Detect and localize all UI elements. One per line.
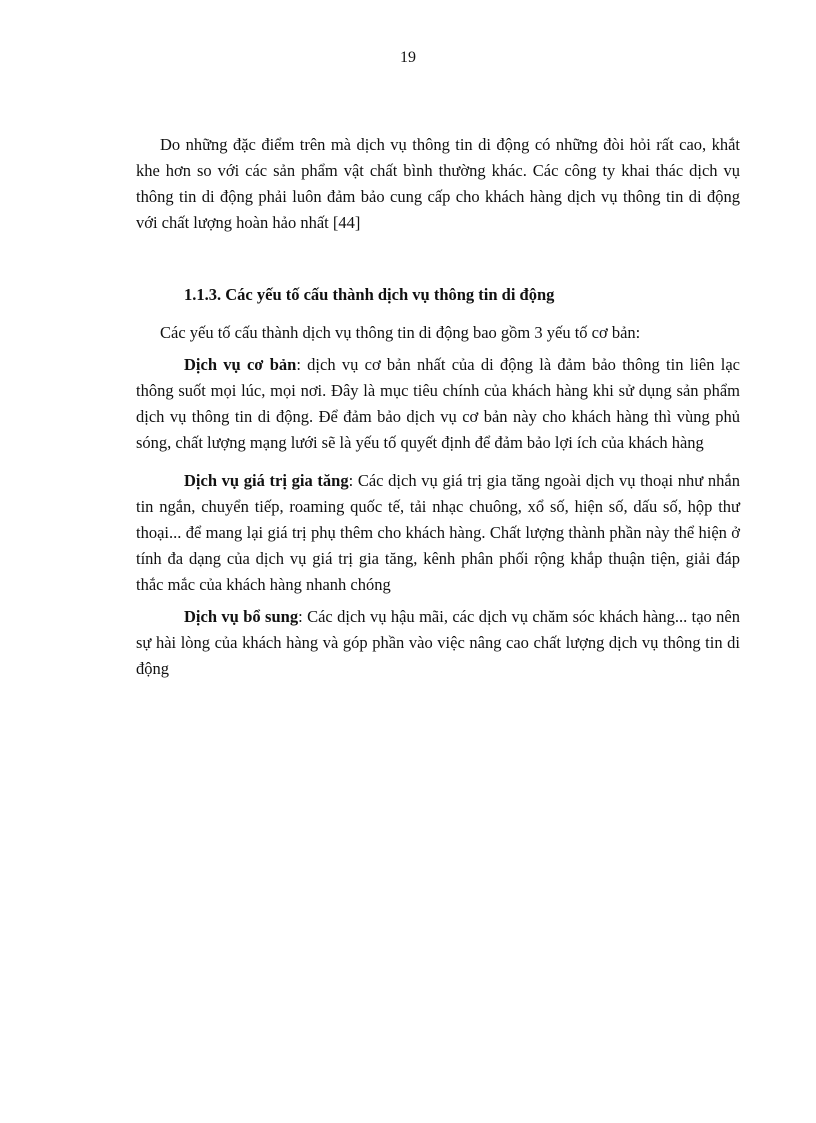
section-lead: Các yếu tố cấu thành dịch vụ thông tin di động bao gồm 3 yếu tố cơ bản: [160, 323, 641, 342]
list-item-value-added-service [136, 468, 740, 598]
list-item-basic-service [136, 352, 740, 456]
description-value-added-service: : Các dịch vụ giá trị gia tăng ngoài dịch vụ thoại như nhắn tin ngắn, chuyển tiếp, roaming quốc tế, tải nhạc chuông, xổ số, hiện số, dấu số, hộp thư thoại... để mang lại giá trị phụ thêm cho khách hàng. Chất lượng thành phần này thể hiện ở tính đa dạng của dịch vụ giá trị gia tăng, kênh phân phối rộng khắp thuận tiện, giải đáp thắc mắc của khách hàng nhanh chóng [136, 471, 741, 594]
term-basic-service: Dịch vụ cơ bản [184, 355, 297, 374]
term-value-added-service: Dịch vụ giá trị gia tăng [184, 471, 349, 490]
description-basic-service: : dịch vụ cơ bản nhất của di động là đảm bảo thông tin liên lạc thông suốt mọi lúc, mọi nơi. Đây là mục tiêu chính của khách hàng khi sử dụng sản phẩm dịch vụ thông tin di động. Để đảm bảo dịch vụ cơ bản này cho khách hàng thì vùng phủ sóng, chất lượng mạng lưới sẽ là yếu tố quyết định để đảm bảo lợi ích của khách hàng [136, 355, 740, 452]
term-supplementary-service: Dịch vụ bổ sung [184, 607, 299, 626]
intro-paragraph: Do những đặc điểm trên mà dịch vụ thông tin di động có những đòi hỏi rất cao, khắt khe hơn so với các sản phẩm vật chất bình thường khác. Các công ty khai thác dịch vụ thông tin di động phải luôn đảm bảo cung cấp cho khách hàng dịch vụ thông tin di động với chất lượng hoàn hảo nhất [44] [136, 135, 740, 232]
description-supplementary-service: : Các dịch vụ hậu mãi, các dịch vụ chăm sóc khách hàng... tạo nên sự hài lòng của khách hàng và góp phần vào việc nâng cao chất lượng dịch vụ thông tin di động [136, 607, 740, 678]
section-heading: 1.1.3. Các yếu tố cấu thành dịch vụ thông tin di động [184, 285, 555, 304]
page-number: 19 [400, 49, 416, 66]
list-item-supplementary-service [136, 604, 740, 682]
page-content [136, 132, 740, 682]
